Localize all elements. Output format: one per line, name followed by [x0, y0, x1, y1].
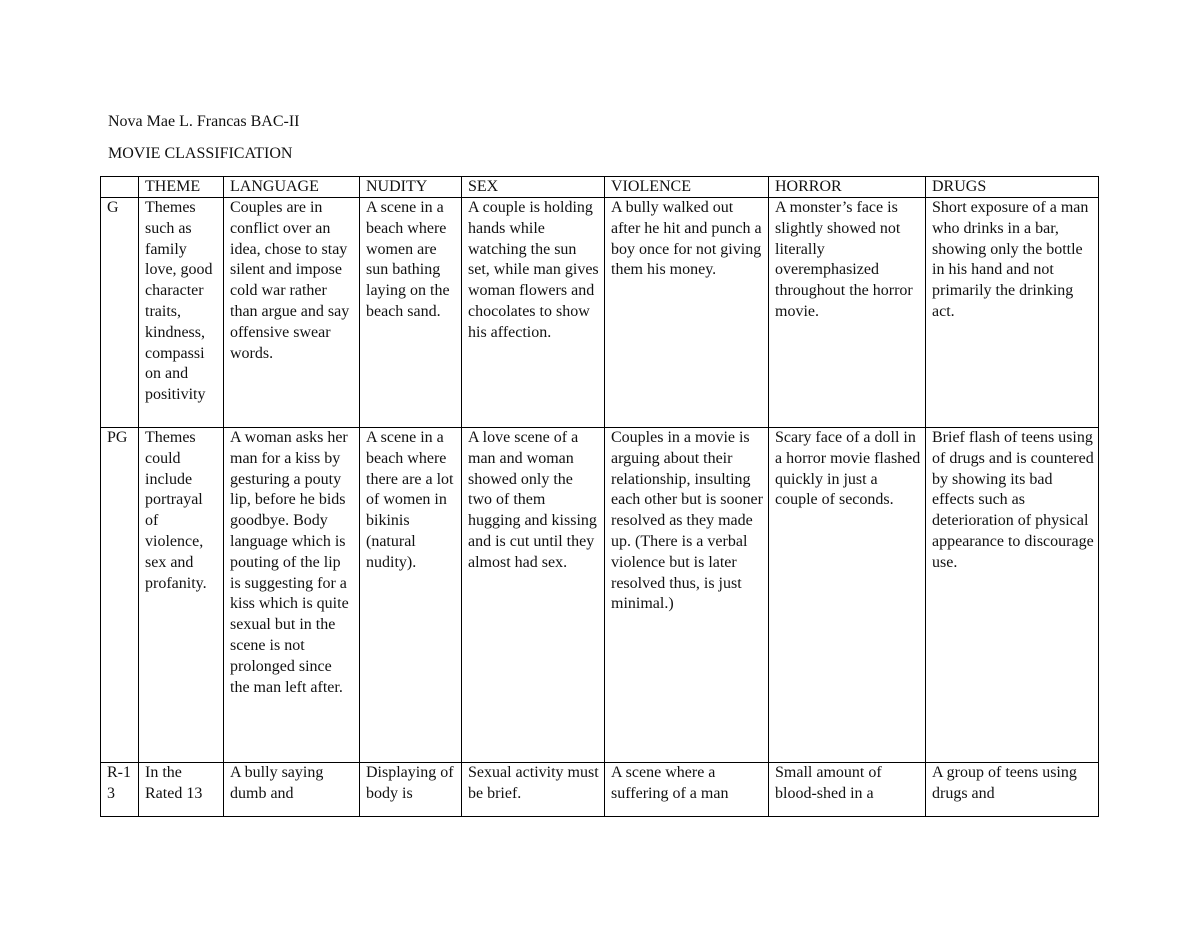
header-horror: HORROR: [769, 177, 926, 198]
language-cell: Couples are in conflict over an idea, chose to stay silent and impose cold war rather than argue and say offensive swear words.: [224, 198, 360, 428]
header-sex: SEX: [462, 177, 605, 198]
table-row: [101, 428, 1099, 763]
header-rating: [101, 177, 139, 198]
classification-table: [100, 176, 1099, 817]
nudity-cell: A scene in a beach where women are sun bathing laying on the beach sand.: [360, 198, 462, 428]
violence-cell: Couples in a movie is arguing about their relationship, insulting each other but is sooner resolved as they made up. (There is a verbal violence but is later resolved thus, is just minimal.): [605, 428, 769, 763]
drugs-cell: Short exposure of a man who drinks in a bar, showing only the bottle in his hand and not primarily the drinking act.: [926, 198, 1099, 428]
rating-cell: [101, 198, 139, 428]
language-cell: A woman asks her man for a kiss by gesturing a pouty lip, before he bids goodbye. Body language which is pouting of the lip is suggesting for a kiss which is quite sexual but in the scene is not prolonged since the man left after.: [224, 428, 360, 763]
document-title: MOVIE CLASSIFICATION: [108, 145, 293, 162]
drugs-cell: A group of teens using drugs and: [926, 763, 1099, 817]
header-drugs: DRUGS: [926, 177, 1099, 198]
sex-cell: A couple is holding hands while watching the sun set, while man gives woman flowers and chocolates to show his affection.: [462, 198, 605, 428]
sex-cell: A love scene of a man and woman showed only the two of them hugging and kissing and is cut until they almost had sex.: [462, 428, 605, 763]
author-line: Nova Mae L. Francas BAC-II: [108, 113, 300, 130]
violence-cell: A bully walked out after he hit and punch a boy once for not giving them his money.: [605, 198, 769, 428]
rating-label: G: [107, 199, 119, 216]
nudity-cell: A scene in a beach where there are a lot of women in bikinis (natural nudity).: [360, 428, 462, 763]
language-cell: A bully saying dumb and: [224, 763, 360, 817]
header-theme: THEME: [139, 177, 224, 198]
header-nudity: NUDITY: [360, 177, 462, 198]
header-violence: VIOLENCE: [605, 177, 769, 198]
table-header-row: [101, 177, 1099, 198]
rating-label: R-13: [107, 764, 131, 802]
table-row: [101, 198, 1099, 428]
nudity-cell: Displaying of body is: [360, 763, 462, 817]
violence-cell: A scene where a suffering of a man: [605, 763, 769, 817]
theme-cell: In the Rated 13: [139, 763, 224, 817]
sex-cell: Sexual activity must be brief.: [462, 763, 605, 817]
horror-cell: Small amount of blood-shed in a: [769, 763, 926, 817]
rating-cell: [101, 428, 139, 763]
rating-cell: [101, 763, 139, 817]
header-language: LANGUAGE: [224, 177, 360, 198]
table-row: [101, 763, 1099, 817]
horror-cell: Scary face of a doll in a horror movie flashed quickly in just a couple of seconds.: [769, 428, 926, 763]
horror-cell: A monster’s face is slightly showed not literally overemphasized throughout the horror movie.: [769, 198, 926, 428]
theme-cell: Themes could include portrayal of violence, sex and profanity.: [139, 428, 224, 763]
theme-cell: Themes such as family love, good character traits, kindness, compassi on and positivity: [139, 198, 224, 428]
rating-label: PG: [107, 429, 128, 446]
drugs-cell: Brief flash of teens using of drugs and is countered by showing its bad effects such as deterioration of physical appearance to discourage use.: [926, 428, 1099, 763]
